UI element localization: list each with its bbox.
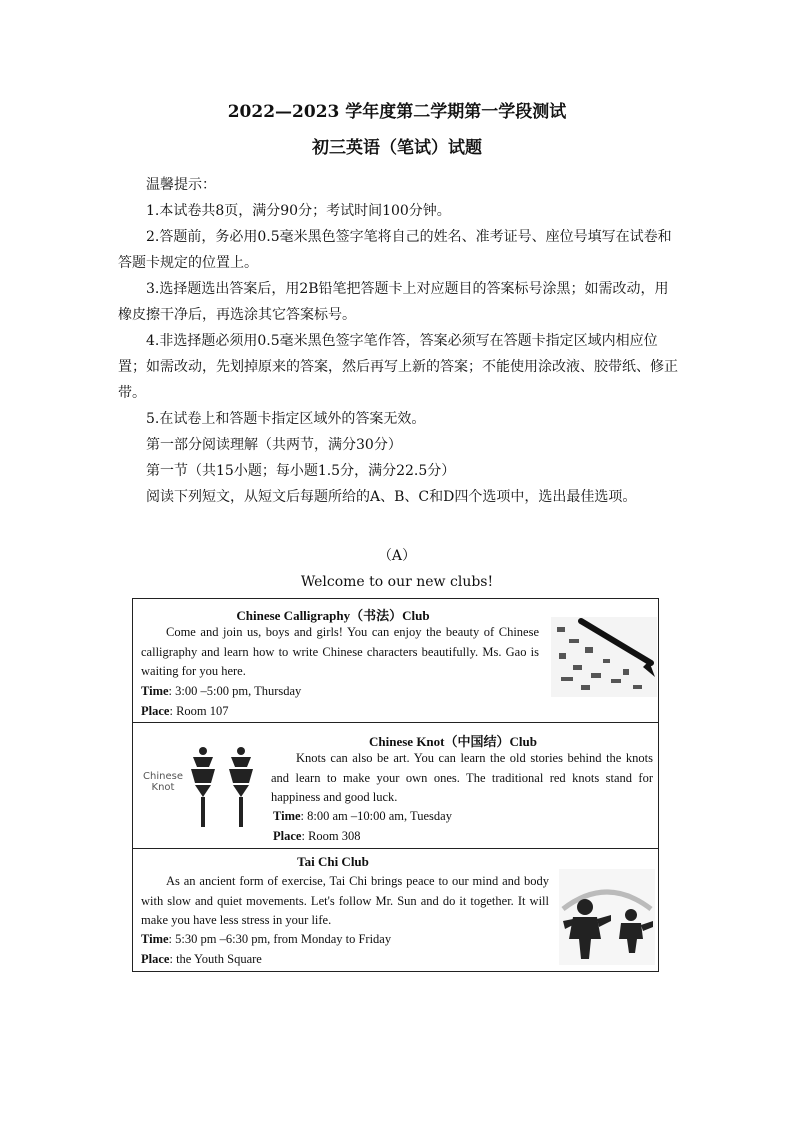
passage-intro: Welcome to our new clubs!	[300, 574, 494, 590]
club-place: Place: the Youth Square	[141, 952, 262, 966]
club-chinese-knot	[133, 723, 658, 849]
tai-chi-figures-icon	[559, 869, 655, 965]
note-item: 1.本试卷共8页，满分90分；考试时间100分钟。	[146, 203, 451, 219]
calligraphy-brush-icon	[551, 617, 657, 697]
club-description: Come and join us, boys and girls! You can enjoy the beauty of Chinese calligraphy and learn how to write Chinese characters beautifully. Ms. Gao is waiting for you here.	[141, 625, 539, 678]
club-title: Tai Chi Club	[297, 854, 369, 869]
section-heading: 第一节（共15小题；每小题1.5分，满分22.5分）	[146, 463, 456, 479]
club-place: Place: Room 308	[273, 829, 361, 843]
club-description: As an ancient form of exercise, Tai Chi brings peace to our mind and body with slow and quiet movements. Let's follow Mr. Sun and do it together. It will make you have less stress in your life.	[141, 874, 549, 927]
instructions	[118, 172, 682, 510]
knot-caption: Chinese Knot	[143, 771, 183, 793]
club-place: Place: Room 107	[141, 704, 229, 718]
club-time: Time: 8:00 am –10:00 am, Tuesday	[273, 809, 452, 823]
exam-title: 2022—2023 学年度第二学期第一学段测试	[227, 102, 567, 122]
part-heading: 第一部分阅读理解（共两节，满分30分）	[146, 437, 402, 453]
club-time: Time: 3:00 –5:00 pm, Thursday	[141, 684, 302, 698]
note-item: 5.在试卷上和答题卡指定区域外的答案无效。	[146, 411, 426, 427]
chinese-knot-icon	[185, 743, 257, 831]
note-item: 3.选择题选出答案后，用2B铅笔把答题卡上对应题目的答案标号涂黑；如需改动，用橡皮擦干净后，再选涂其它答案标号。	[118, 281, 669, 323]
club-title: Chinese Knot（中国结）Club	[369, 734, 537, 749]
note-heading: 温馨提示：	[146, 177, 216, 193]
club-tai-chi	[133, 849, 658, 971]
club-time: Time: 5:30 pm –6:30 pm, from Monday to Friday	[141, 932, 392, 946]
club-title: Chinese Calligraphy（书法）Club	[236, 608, 430, 623]
clubs-table	[132, 598, 659, 972]
note-item: 2.答题前，务必用0.5毫米黑色签字笔将自己的姓名、准考证号、座位号填写在试卷和答题卡规定的位置上。	[118, 229, 672, 271]
passage-label: （A）	[377, 548, 417, 564]
reading-directions: 阅读下列短文，从短文后每题所给的A、B、C和D四个选项中，选出最佳选项。	[146, 489, 637, 505]
note-item: 4.非选择题必须用0.5毫米黑色签字笔作答，答案必须写在答题卡指定区域内相应位置；如需改动，先划掉原来的答案，然后再写上新的答案；不能使用涂改液、胶带纸、修正带。	[118, 333, 678, 401]
club-calligraphy	[133, 599, 658, 723]
exam-subtitle: 初三英语（笔试）试题	[312, 138, 482, 158]
club-description: Knots can also be art. You can learn the old stories behind the knots and learn to make your own ones. The traditional red knots stand for happiness and good luck.	[271, 751, 653, 804]
